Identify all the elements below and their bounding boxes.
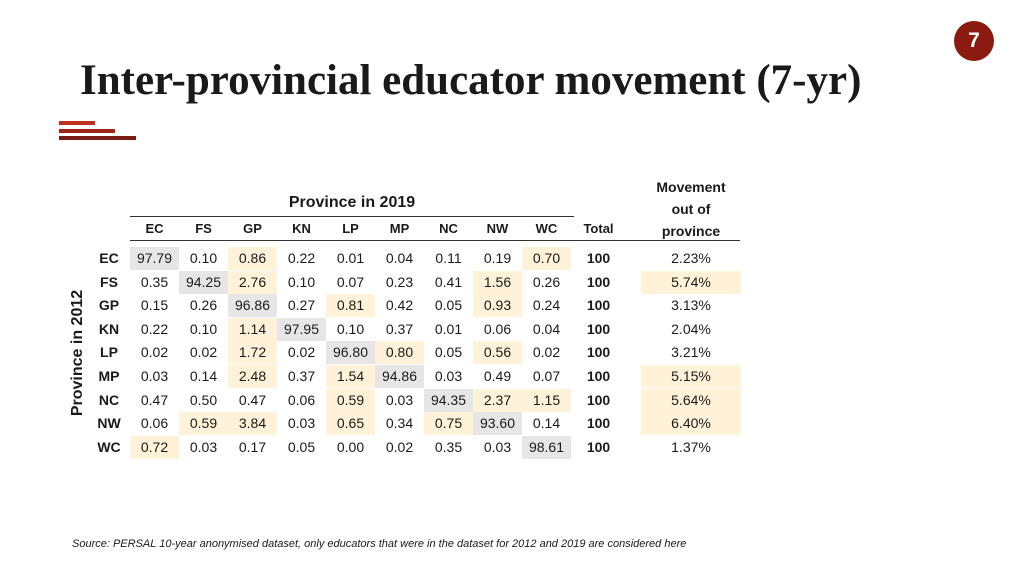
total-cell: 100: [586, 321, 611, 337]
matrix-cell: 0.06: [287, 392, 316, 408]
row-label-kn: KN: [98, 321, 120, 337]
total-cell: 100: [586, 392, 611, 408]
matrix-cell: 0.47: [238, 392, 267, 408]
matrix-cell: 0.07: [336, 274, 365, 290]
matrix-cell: 0.04: [385, 250, 414, 266]
row-label-nc: NC: [98, 392, 120, 408]
row-label-lp: LP: [100, 344, 118, 360]
matrix-cell: 0.03: [385, 392, 414, 408]
matrix-cell: 2.76: [228, 271, 277, 294]
matrix-cell: 94.35: [424, 389, 473, 412]
matrix-cell: 0.15: [140, 297, 169, 313]
column-header-lp: LP: [342, 221, 359, 236]
total-cell: 100: [586, 344, 611, 360]
movement-cell: 5.64%: [641, 389, 741, 412]
matrix-cell: 1.54: [326, 365, 375, 388]
matrix-cell: 0.35: [140, 274, 169, 290]
movement-cell: 5.74%: [641, 271, 741, 294]
total-cell: 100: [586, 250, 611, 266]
matrix-cell: 0.11: [435, 250, 462, 266]
column-header-nw: NW: [486, 221, 509, 236]
total-cell: 100: [586, 439, 611, 455]
matrix-cell: 3.84: [228, 412, 277, 435]
matrix-cell: 0.59: [179, 412, 228, 435]
matrix-cell: 0.04: [532, 321, 561, 337]
matrix-cell: 93.60: [473, 412, 522, 435]
matrix-cell: 0.80: [375, 341, 424, 364]
movement-cell: 2.23%: [671, 250, 711, 266]
matrix-cell: 94.25: [179, 271, 228, 294]
matrix-cell: 1.14: [228, 318, 277, 341]
matrix-cell: 2.37: [473, 389, 522, 412]
matrix-cell: 0.65: [326, 412, 375, 435]
source-note: Source: PERSAL 10-year anonymised dataset, only educators that were in the dataset for 2012 and 2019 are considered here: [72, 538, 687, 550]
matrix-cell: 0.03: [189, 439, 218, 455]
matrix-cell: 0.23: [385, 274, 414, 290]
slide-title: Inter-provincial educator movement (7-yr): [80, 57, 862, 104]
matrix-cell: 0.22: [287, 250, 316, 266]
matrix-cell: 0.42: [385, 297, 414, 313]
matrix-cell: 0.10: [336, 321, 365, 337]
matrix-cell: 0.26: [532, 274, 561, 290]
column-header-wc: WC: [535, 221, 558, 236]
total-column-header: Total: [583, 221, 614, 236]
row-group-label: Province in 2012: [69, 289, 86, 417]
movement-column-header: [641, 176, 741, 242]
matrix-cell: 97.79: [130, 247, 179, 270]
matrix-cell: 0.02: [140, 344, 169, 360]
matrix-cell: 1.56: [473, 271, 522, 294]
total-cell: 100: [586, 274, 611, 290]
matrix-cell: 0.10: [287, 274, 316, 290]
matrix-cell: 0.14: [189, 368, 218, 384]
matrix-cell: 0.49: [483, 368, 512, 384]
matrix-cell: 0.35: [434, 439, 463, 455]
matrix-cell: 0.02: [189, 344, 218, 360]
matrix-cell: 0.81: [326, 294, 375, 317]
matrix-cell: 0.56: [473, 341, 522, 364]
matrix-cell: 0.10: [189, 250, 218, 266]
matrix-cell: 0.22: [140, 321, 169, 337]
row-label-gp: GP: [98, 297, 120, 313]
matrix-cell: 0.14: [532, 415, 561, 431]
matrix-cell: 0.47: [140, 392, 169, 408]
header-rule: [130, 240, 740, 241]
movement-cell: 5.15%: [641, 365, 741, 388]
row-label-wc: WC: [97, 439, 121, 455]
matrix-cell: 0.72: [130, 436, 179, 459]
movement-cell: 1.37%: [671, 439, 711, 455]
movement-header-line: Movement: [656, 179, 726, 195]
matrix-cell: 0.05: [434, 344, 463, 360]
matrix-cell: 0.34: [385, 415, 414, 431]
slide-number-badge: 7: [954, 21, 994, 61]
matrix-cell: 1.72: [228, 341, 277, 364]
matrix-cell: 0.70: [522, 247, 571, 270]
matrix-cell: 0.41: [434, 274, 463, 290]
column-header-nc: NC: [439, 221, 458, 236]
matrix-cell: 0.50: [189, 392, 218, 408]
matrix-cell: 0.06: [483, 321, 512, 337]
matrix-cell: 0.03: [287, 415, 316, 431]
column-header-gp: GP: [243, 221, 262, 236]
column-group-rule: [130, 216, 574, 217]
matrix-cell: 97.95: [277, 318, 326, 341]
matrix-cell: 0.37: [287, 368, 316, 384]
matrix-cell: 1.15: [522, 389, 571, 412]
matrix-cell: 0.37: [385, 321, 414, 337]
column-header-mp: MP: [389, 221, 410, 236]
column-header-ec: EC: [145, 221, 164, 236]
matrix-cell: 0.06: [140, 415, 169, 431]
matrix-cell: 0.05: [434, 297, 463, 313]
matrix-cell: 0.01: [434, 321, 463, 337]
movement-header-line: out of: [671, 201, 711, 217]
matrix-cell: 0.01: [336, 250, 365, 266]
matrix-cell: 0.07: [532, 368, 561, 384]
movement-header-line: province: [661, 223, 721, 239]
matrix-cell: 96.80: [326, 341, 375, 364]
matrix-cell: 0.03: [140, 368, 169, 384]
row-label-fs: FS: [100, 274, 118, 290]
row-label-ec: EC: [99, 250, 119, 266]
matrix-cell: 0.26: [189, 297, 218, 313]
movement-cell: 2.04%: [671, 321, 711, 337]
matrix-cell: 0.02: [532, 344, 561, 360]
matrix-cell: 0.03: [483, 439, 512, 455]
matrix-cell: 0.19: [483, 250, 512, 266]
matrix-cell: 0.03: [434, 368, 463, 384]
movement-cell: 3.21%: [671, 344, 711, 360]
matrix-cell: 0.93: [473, 294, 522, 317]
total-cell: 100: [586, 297, 611, 313]
total-cell: 100: [586, 415, 611, 431]
total-cell: 100: [586, 368, 611, 384]
movement-cell: 3.13%: [671, 297, 711, 313]
matrix-cell: 0.86: [228, 247, 277, 270]
matrix-cell: 0.24: [532, 297, 561, 313]
matrix-cell: 2.48: [228, 365, 277, 388]
matrix-cell: 94.86: [375, 365, 424, 388]
movement-cell: 6.40%: [641, 412, 741, 435]
row-label-mp: MP: [98, 368, 120, 384]
matrix-cell: 98.61: [522, 436, 571, 459]
matrix-cell: 0.59: [326, 389, 375, 412]
matrix-cell: 0.05: [287, 439, 316, 455]
matrix-cell: 0.27: [287, 297, 316, 313]
column-header-fs: FS: [195, 221, 212, 236]
row-label-nw: NW: [97, 415, 121, 431]
matrix-cell: 96.86: [228, 294, 277, 317]
column-header-kn: KN: [292, 221, 311, 236]
matrix-cell: 0.10: [189, 321, 218, 337]
matrix-cell: 0.02: [385, 439, 414, 455]
matrix-cell: 0.17: [238, 439, 267, 455]
matrix-cell: 0.00: [336, 439, 365, 455]
matrix-cell: 0.75: [424, 412, 473, 435]
column-group-header: Province in 2019: [288, 194, 416, 211]
matrix-cell: 0.02: [287, 344, 316, 360]
